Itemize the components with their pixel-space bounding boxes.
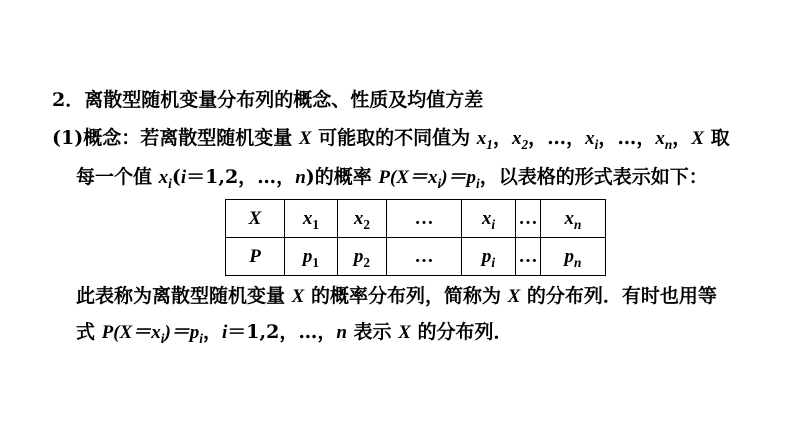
comma: ， <box>636 127 656 149</box>
section-title: 离散型随机变量分布列的概念、性质及均值方差 <box>84 89 484 111</box>
ellipsis: … <box>617 127 637 149</box>
table-cell: $p_1$ <box>285 238 338 276</box>
summary-text-e: 表示 <box>353 321 392 343</box>
var-X-2: X <box>691 128 704 149</box>
table-intro-text: ，以表格的形式表示如下： <box>479 166 708 188</box>
summary-line-1 <box>76 284 717 309</box>
table-cell: … <box>387 238 462 276</box>
each-value-text: 每一个值 <box>76 166 153 188</box>
table-cell: X <box>226 200 285 238</box>
table-cell: $p_n$ <box>541 238 606 276</box>
table-cell: $x_i$ <box>462 200 516 238</box>
comma: ， <box>598 127 618 149</box>
concept-line-2 <box>76 165 708 190</box>
table-cell: … <box>516 238 541 276</box>
probability-text: )的概率 <box>305 166 372 188</box>
index-i-2: i <box>222 322 228 343</box>
summary-text-a: 此表称为离散型随机变量 <box>76 285 286 307</box>
summary-text-d: 式 <box>76 321 96 343</box>
section-heading <box>52 88 483 112</box>
comma: ， <box>528 127 548 149</box>
table-cell: P <box>226 238 285 276</box>
summary-line-2 <box>76 320 513 345</box>
index-i: i <box>180 167 187 188</box>
table-row-P <box>226 238 606 276</box>
comma: ， <box>202 321 222 343</box>
var-X-3: X <box>291 286 305 307</box>
table-cell: $x_n$ <box>541 200 606 238</box>
index-n-2: n <box>336 322 347 343</box>
x2: $x_2$ <box>511 128 529 152</box>
index-range-2: ＝1,2，…， <box>227 321 337 343</box>
comma: ， <box>566 127 586 149</box>
var-X-4: X <box>507 286 521 307</box>
prob-expression: $P(X=x_i)=p_i$ <box>378 167 480 191</box>
values-prefix-text: 可能取的不同值为 <box>318 127 471 149</box>
xi: $x_i$ <box>585 128 599 152</box>
table-row-X <box>226 200 606 238</box>
table-cell: $x_1$ <box>285 200 338 238</box>
open-paren: ( <box>171 166 181 188</box>
section-number: 2． <box>52 89 85 111</box>
concept-intro-text: 概念：若离散型随机变量 <box>83 127 293 149</box>
ellipsis: … <box>547 127 567 149</box>
comma: ， <box>492 127 512 149</box>
summary-text-c: 的分布列．有时也用等 <box>526 285 717 307</box>
x1: $x_1$ <box>476 128 493 152</box>
comma: ， <box>672 127 692 149</box>
index-range: ＝1,2，…， <box>186 166 296 188</box>
prob-expression-2: $P(X=x_i)=p_i$ <box>101 322 203 346</box>
xi-value: $x_i$ <box>158 167 172 191</box>
var-X-5: X <box>398 322 411 343</box>
summary-text-b: 的概率分布列，简称为 <box>310 285 501 307</box>
take-text: 取 <box>710 127 730 149</box>
xn: $x_n$ <box>655 128 673 152</box>
index-n: n <box>295 167 306 188</box>
summary-text-f: 的分布列． <box>417 321 513 343</box>
concept-line-1 <box>52 126 730 151</box>
concept-label: (1) <box>52 127 84 149</box>
table-cell: … <box>387 200 462 238</box>
distribution-table <box>225 199 606 276</box>
table-cell: … <box>516 200 541 238</box>
table-cell: $p_i$ <box>462 238 516 276</box>
var-X: X <box>298 128 312 149</box>
table-cell: $x_2$ <box>338 200 387 238</box>
table-cell: $p_2$ <box>338 238 387 276</box>
